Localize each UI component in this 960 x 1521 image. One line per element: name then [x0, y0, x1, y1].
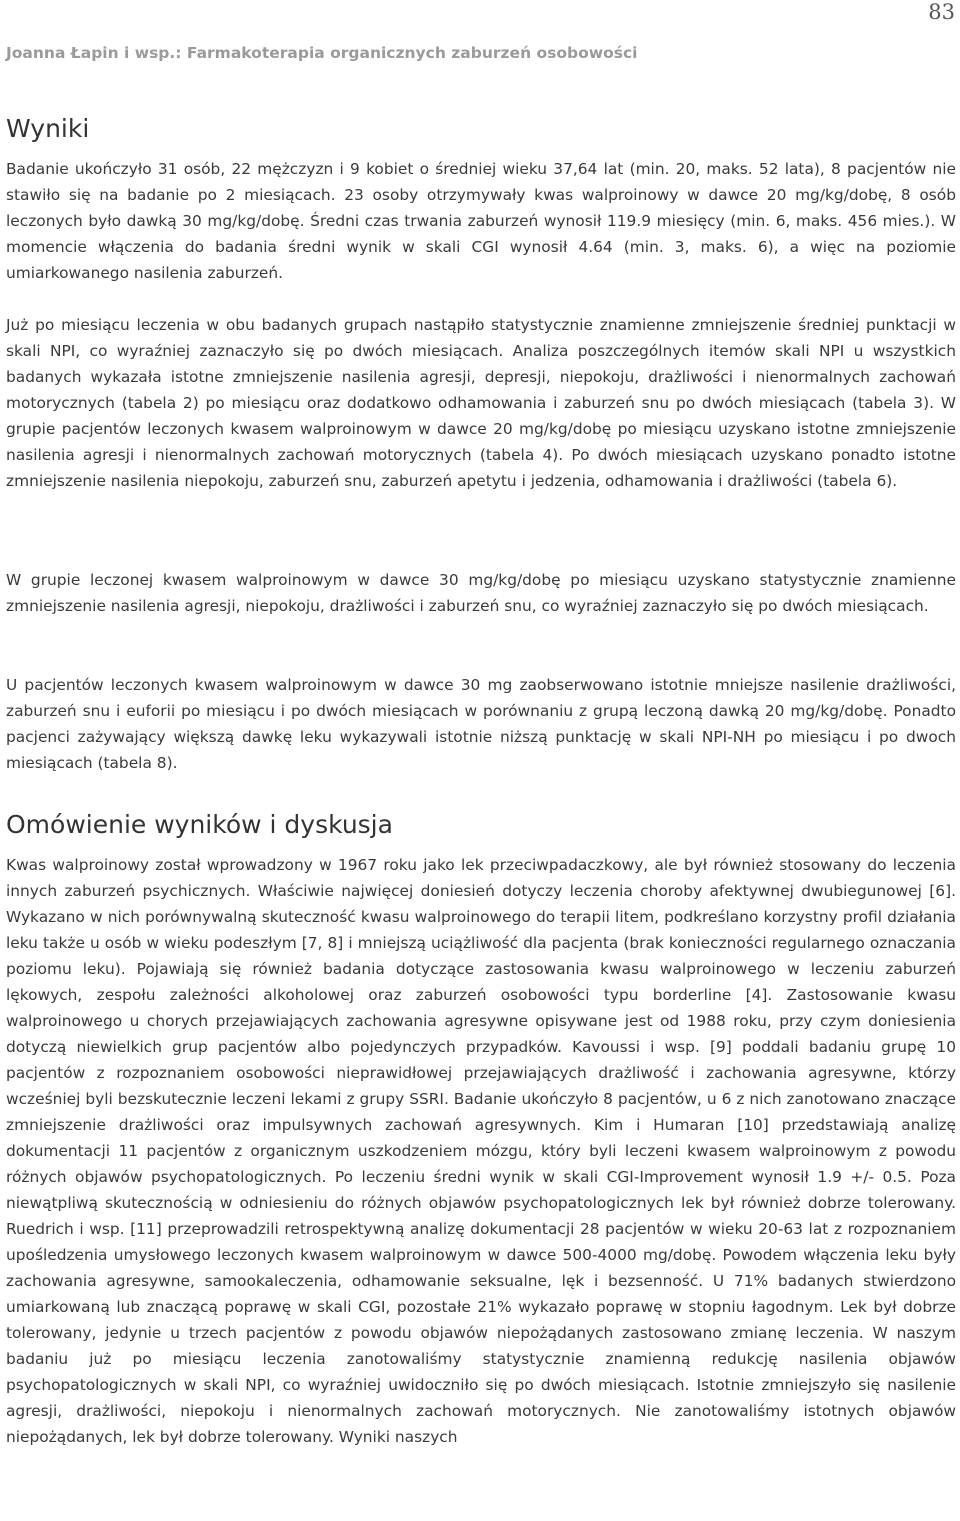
results-paragraph-4: U pacjentów leczonych kwasem walproinowym w dawce 30 mg zaobserwowano istotnie mniejsze nasilenie drażliwości, zaburzeń snu i euforii po miesiącu i po dwóch miesiącach w porównaniu z grupą leczoną dawką 20 mg/kg/dobę. Ponadto pacjenci zażywający większą dawkę leku wykazywali istotnie niższą punktację w skali NPI-NH po miesiącu i po dwoch miesiącach (tabela 8).: [6, 676, 956, 772]
results-paragraph-3: W grupie leczonej kwasem walproinowym w dawce 30 mg/kg/dobę po miesiącu uzyskano statystycznie znamienne zmniejszenie nasilenia agresji, niepokoju, drażliwości i zaburzeń snu, co wyraźniej zaznaczyło się po dwóch miesiącach.: [6, 571, 956, 615]
results-paragraph-1: Badanie ukończyło 31 osób, 22 mężczyzn i 9 kobiet o średniej wieku 37,64 lat (min. 20, maks. 52 lata), 8 pacjentów nie stawiło się na badanie po 2 miesiącach. 23 osoby otrzymywały kwas walproinowy w dawce 20 mg/kg/dobę, 8 osób leczonych było dawką 30 mg/kg/dobę. Średni czas trwania zaburzeń wynosił 119.9 miesięcy (min. 6, maks. 456 mies.). W momencie włączenia do badania średni wynik w skali CGI wynosił 4.64 (min. 3, maks. 6), a więc na poziomie umiarkowanego nasilenia zaburzeń.: [6, 160, 956, 282]
section-heading-discussion: Omówienie wyników i dyskusja: [6, 810, 393, 839]
section-heading-results: Wyniki: [6, 114, 90, 143]
discussion-paragraph: Kwas walproinowy został wprowadzony w 1967 roku jako lek przeciwpadaczkowy, ale był również stosowany do leczenia innych zaburzeń psychicznych. Właściwie najwięcej doniesień dotyczy leczenia choroby afektywnej dwubiegunowej [6]. Wykazano w nich porównywalną skuteczność kwasu walproinowego do terapii litem, podkreślano korzystny profil działania leku także u osób w wieku podeszłym [7, 8] i mniejszą uciążliwość dla pacjenta (brak konieczności regularnego oznaczania poziomu leku). Pojawiają się również badania dotyczące zastosowania kwasu walproinowego w leczeniu zaburzeń lękowych, zespołu zależności alkoholowej oraz zaburzeń osobowości typu borderline [4]. Zastosowanie kwasu walproinowego u chorych przejawiających zachowania agresywne opisywane jest od 1988 roku, przy czym doniesienia dotyczą niewielkich grup pacjentów albo pojedynczych przypadków. Kavoussi i wsp. [9] poddali badaniu grupę 10 pacjentów z rozpoznaniem osobowości nieprawidłowej przejawiających drażliwość i zachowania agresywne, którzy wcześniej byli bezskutecznie leczeni lekami z grupy SSRI. Badanie ukończyło 8 pacjentów, u 6 z nich zanotowano znaczące zmniejszenie drażliwości oraz impulsywnych zachowań agresywnych. Kim i Humaran [10] przedstawiają analizę dokumentacji 11 pacjentów z organicznym uszkodzeniem mózgu, który byli leczeni kwasem walproinowym z powodu różnych objawów psychopatologicznych. Po leczeniu średni wynik w skali CGI-Improvement wynosił 1.9 +/- 0.5. Poza niewątpliwą skutecznością w odniesieniu do różnych objawów psychopatologicznych lek był również dobrze tolerowany. Ruedrich i wsp. [11] przeprowadzili retrospektywną analizę dokumentacji 28 pacjentów w wieku 20-63 lat z rozpoznaniem upośledzenia umysłowego leczonych kwasem walproinowym w dawce 500-4000 mg/dobę. Powodem włączenia leku były zachowania agresywne, samookaleczenia, odhamowanie seksualne, lęk i bezsenność. U 71% badanych stwierdzono umiarkowaną lub znaczącą poprawę w skali CGI, pozostałe 21% wykazało poprawę w stopniu łagodnym. Lek był dobrze tolerowany, jedynie u trzech pacjentów z powodu objawów niepożądanych zastosowano zmianę leczenia. W naszym badaniu już po miesiącu leczenia zanotowaliśmy statystycznie znamienną redukcję nasilenia objawów psychopatologicznych w skali NPI, co wyraźniej uwidoczniło się po dwóch miesiącach. Istotnie zmniejszyło się nasilenie agresji, drażliwości, niepokoju i nienormalnych zachowań motorycznych. Nie zanotowaliśmy istotnych objawów niepożądanych, lek był dobrze tolerowany. Wyniki naszych: [6, 856, 956, 1446]
results-paragraph-2: Już po miesiącu leczenia w obu badanych grupach nastąpiło statystycznie znamienne zmniejszenie średniej punktacji w skali NPI, co wyraźniej zaznaczyło się po dwóch miesiącach. Analiza poszczególnych itemów skali NPI u wszystkich badanych wykazała istotne zmniejszenie nasilenia agresji, depresji, niepokoju, drażliwości i nienormalnych zachowań motorycznych (tabela 2) po miesiącu oraz dodatkowo odhamowania i zaburzeń snu po dwóch miesiącach (tabela 3). W grupie pacjentów leczonych kwasem walproinowym w dawce 20 mg/kg/dobę po miesiącu uzyskano istotne zmniejszenie nasilenia agresji i nienormalnych zachowań motorycznych (tabela 4). Po dwóch miesiącach uzyskano ponadto istotne zmniejszenie nasilenia niepokoju, zaburzeń snu, zaburzeń apetytu i jedzenia, odhamowania i drażliwości (tabela 6).: [6, 316, 956, 490]
header-authors: Joanna Łapin i wsp.: [6, 44, 176, 62]
header-article-title: : Farmakoterapia organicznych zaburzeń osobowości: [175, 44, 638, 62]
running-header: [6, 44, 637, 62]
page-number: 83: [928, 0, 955, 24]
